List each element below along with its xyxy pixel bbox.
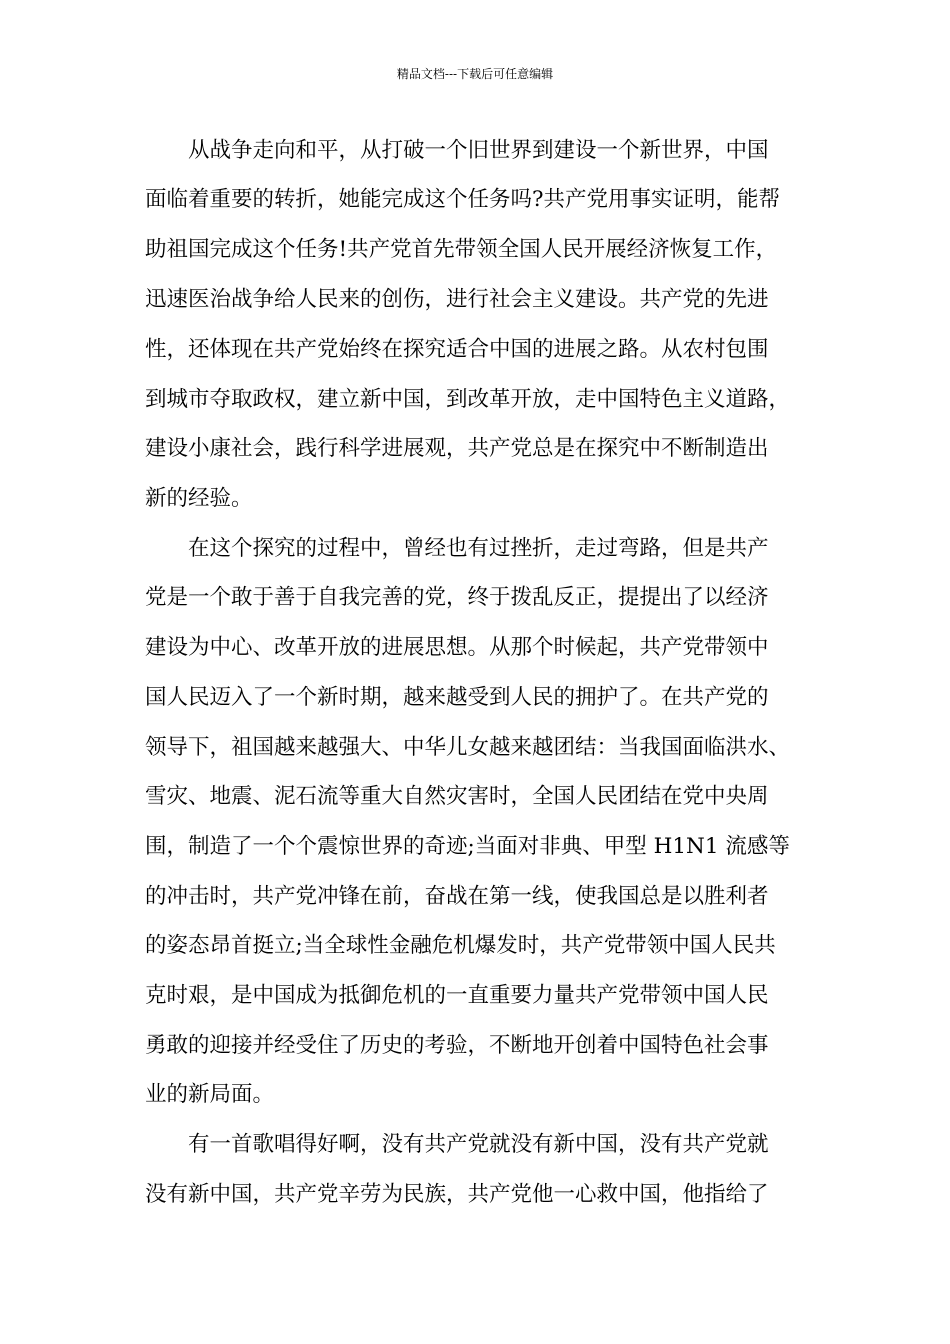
text-line: 的姿态昂首挺立;当全球性金融危机爆发时，共产党带领中国人民共: [145, 933, 776, 958]
text-line: 勇敢的迎接并经受住了历史的考验，不断地开创着中国特色社会事: [145, 1033, 769, 1058]
text-line: 国人民迈入了一个新时期，越来越受到人民的拥护了。在共产党的: [145, 685, 769, 710]
text-line: 到城市夺取政权，建立新中国，到改革开放，走中国特色主义道路，: [145, 387, 791, 412]
text-line: 有一首歌唱得好啊，没有共产党就没有新中国，没有共产党就: [145, 1132, 769, 1157]
text-line: 围，制造了一个个震惊世界的奇迹;当面对非典、甲型 H1N1 流感等: [145, 834, 790, 859]
text-line: 面临着重要的转折，她能完成这个任务吗?共产党用事实证明，能帮: [145, 187, 781, 212]
text-line: 助祖国完成这个任务!共产党首先带领全国人民开展经济恢复工作，: [145, 237, 778, 262]
text-line: 建设为中心、改革开放的进展思想。从那个时候起，共产党带领中: [145, 635, 769, 660]
text-line: 的冲击时，共产党冲锋在前，奋战在第一线，使我国总是以胜利者: [145, 884, 769, 909]
page-header: 精品文档---下载后可任意编辑: [396, 67, 554, 81]
text-line: 没有新中国，共产党辛劳为民族，共产党他一心救中国，他指给了: [145, 1182, 769, 1207]
text-line: 雪灾、地震、泥石流等重大自然灾害时，全国人民团结在党中央周: [145, 784, 769, 809]
text-line: 从战争走向和平，从打破一个旧世界到建设一个新世界，中国: [145, 138, 769, 163]
text-line: 迅速医治战争给人民来的创伤，进行社会主义建设。共产党的先进: [145, 287, 769, 312]
text-line: 业的新局面。: [145, 1082, 275, 1107]
text-line: 性，还体现在共产党始终在探究适合中国的进展之路。从农村包围: [145, 337, 769, 362]
text-line: 党是一个敢于善于自我完善的党，终于拨乱反正，提提出了以经济: [145, 585, 769, 610]
text-line: 建设小康社会，践行科学进展观，共产党总是在探究中不断制造出: [145, 436, 769, 461]
text-line: 克时艰，是中国成为抵御危机的一直重要力量共产党带领中国人民: [145, 983, 769, 1008]
text-line: 在这个探究的过程中，曾经也有过挫折，走过弯路，但是共产: [145, 536, 769, 561]
text-line: 领导下，祖国越来越强大、中华儿女越来越团结：当我国面临洪水、: [145, 735, 791, 760]
text-line: 新的经验。: [145, 486, 253, 511]
